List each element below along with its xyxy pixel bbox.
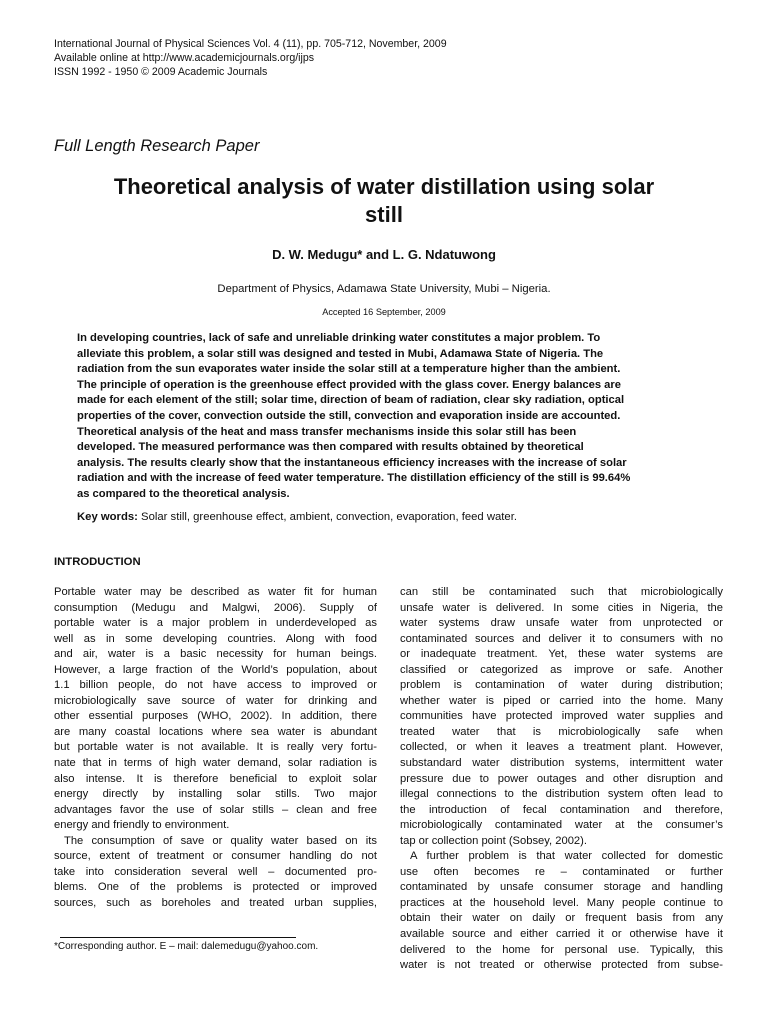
body-line: whether water is piped or carried into the home. Many: [400, 694, 723, 707]
journal-availability: Available online at http://www.academicjournals.org/ijps: [54, 51, 315, 64]
body-line: sources, such as boreholes and treated urban supplies,: [54, 896, 377, 909]
keywords-text: Solar still, greenhouse effect, ambient, convection, evaporation, feed water.: [137, 511, 517, 523]
body-line: source, extent of treatment or consumer handling do not: [54, 850, 377, 863]
corresponding-author-footnote: *Corresponding author. E – mail: dalemedugu@yahoo.com.: [54, 941, 319, 952]
abstract-line: The principle of operation is the greenhouse effect provided with the glass cover. Energy balances are: [77, 378, 621, 391]
body-line: classified or categorized as improve or safe. Another: [400, 663, 723, 676]
abstract-line: In developing countries, lack of safe and unreliable drinking water constitutes a major problem. To: [77, 332, 601, 344]
abstract-line: radiation and with the increase of feed water temperature. The distillation efficiency of the still is 99.64%: [77, 472, 631, 485]
abstract-line: Theoretical analysis of the heat and mass transfer mechanisms inside this solar still has been: [77, 425, 577, 438]
abstract-line: properties of the cover, convection outside the still, convection and evaporation inside are accounted.: [77, 409, 621, 422]
paper-type: Full Length Research Paper: [54, 137, 260, 155]
body-line: are many coastal locations where sea water is abundant: [54, 725, 377, 738]
journal-issn: ISSN 1992 - 1950 © 2009 Academic Journals: [54, 65, 268, 78]
body-line: take into consideration several well – documented pro-: [54, 865, 377, 878]
body-line: or inadequate treatment. Yet, these water systems are: [400, 648, 723, 661]
body-line: microbiologically save source of water for drinking and: [54, 694, 377, 707]
introduction-heading: INTRODUCTION: [54, 556, 141, 568]
keywords-label: Key words:: [77, 511, 138, 523]
body-line: energy directly by installing solar stills. Two major: [54, 788, 377, 801]
body-line: The consumption of save or quality water based on its: [64, 834, 377, 847]
paper-title: [70, 173, 698, 229]
body-line: substandard water distribution systems, intermittent water: [400, 757, 723, 770]
abstract-line: developed. The measured performance was then compared with results obtained by theoretical: [77, 441, 584, 454]
title-line: still: [365, 202, 403, 227]
body-line: 1.1 billion people, do not have access to improved or: [54, 679, 377, 692]
accepted-date: Accepted 16 September, 2009: [322, 307, 446, 317]
journal-citation: International Journal of Physical Sciences Vol. 4 (11), pp. 705-712, November, 2009: [54, 38, 447, 50]
body-line: treated water that is microbiologically safe when: [400, 725, 723, 738]
body-line: communities have protected improved water supplies and: [400, 710, 723, 723]
journal-header: [54, 38, 447, 79]
abstract-line: alleviate this problem, a solar still was designed and tested in Mubi, Adamawa State of Nigeria. The: [77, 347, 604, 360]
body-line: advantages favor the use of solar stills – clean and free: [54, 803, 377, 816]
body-line: problem is contamination of water during distribution;: [400, 679, 723, 692]
body-line: consumption (Medugu and Malgwi, 2006). Supply of: [54, 601, 377, 614]
body-line: contaminated sources and deliver it to consumers with no: [400, 632, 723, 645]
body-line: blems. One of the problems is protected or improved: [54, 881, 377, 894]
body-line: tap or collection point (Sobsey, 2002).: [400, 834, 587, 847]
body-line: use often becomes re – contaminated or further: [400, 865, 723, 878]
title-line: Theoretical analysis of water distillation using solar: [113, 174, 655, 199]
left-column: [54, 585, 377, 911]
body-line: available source and either carried it or otherwise have it: [400, 928, 723, 941]
body-line: nate that in terms of high water demand, solar radiation is: [54, 757, 377, 770]
body-line: portable water is a major problem in underdeveloped as: [54, 617, 377, 630]
body-line: other essential purposes (WHO, 2002). In addition, there: [54, 710, 377, 723]
body-line: unsafe water is delivered. In some cities in Nigeria, the: [400, 601, 723, 614]
body-line: pressure due to power outages and other disruption and: [400, 772, 723, 785]
abstract: [77, 331, 699, 503]
abstract-line: made for each element of the still; solar time, direction of beam of radiation, clear sky radiation, optical: [77, 394, 625, 407]
body-line: delivered to the home for personal use. Typically, this: [400, 943, 723, 956]
body-line: obtain their water on daily or frequent basis from any: [400, 912, 723, 925]
body-line: energy and friendly to environment.: [54, 819, 230, 832]
body-line: water is not treated or otherwise protected from subse-: [400, 959, 723, 972]
body-line: can still be contaminated such that microbiologically: [400, 586, 723, 598]
body-line: collected, or when it leaves a treatment plant. However,: [400, 741, 723, 754]
abstract-line: radiation from the sun evaporates water inside the solar still at a temperature higher than the ambient.: [77, 363, 621, 376]
body-line: also intense. It is therefore beneficial to exploit solar: [54, 772, 377, 785]
body-line: well as in some developing countries. Along with food: [54, 632, 377, 645]
body-line: the introduction of fecal contamination and therefore,: [400, 803, 723, 816]
footnote-divider: [60, 937, 296, 938]
right-column: [400, 585, 723, 974]
abstract-line: analysis. The results clearly show that the instantaneous efficiency increases with the increase of solar: [77, 456, 627, 469]
body-line: but portable water is not available. It is really very fortu-: [54, 741, 377, 754]
body-line: practices at the household level. Many people continue to: [400, 896, 723, 909]
body-line: A further problem is that water collected for domestic: [410, 850, 723, 863]
body-line: illegal connections to the distribution system often lead to: [400, 788, 723, 801]
body-line: Portable water may be described as water fit for human: [54, 586, 377, 598]
body-line: contaminated by unsafe consumer storage and handling: [400, 881, 723, 894]
body-line: However, a large fraction of the World’s population, about: [54, 663, 377, 676]
body-line: microbiologically contaminated water at the consumer’s: [400, 819, 723, 832]
abstract-line: as compared to the theoretical analysis.: [77, 487, 290, 500]
keywords: [77, 511, 699, 523]
body-line: water systems draw unsafe water from unprotected or: [400, 617, 723, 630]
authors: D. W. Medugu* and L. G. Ndatuwong: [272, 247, 496, 262]
body-line: and air, water is a basic necessity for human beings.: [54, 648, 377, 661]
affiliation: Department of Physics, Adamawa State University, Mubi – Nigeria.: [217, 283, 551, 295]
